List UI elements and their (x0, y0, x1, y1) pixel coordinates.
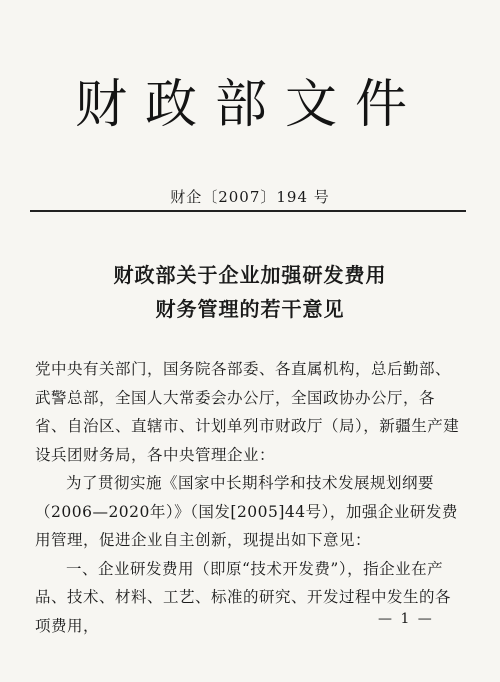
body-paragraph-1: 为了贯彻实施《国家中长期科学和技术发展规划纲要（2006—2020年）》（国发[2005]44号），加强企业研发费用管理，促进企业自主创新，现提出如下意见： (35, 474, 458, 549)
document-header-title: 财政部文件 (74, 75, 425, 135)
addressee-paragraph: 党中央有关部门，国务院各部委、各直属机构，总后勤部、武警总部，全国人大常委会办公厅，全国政协办公厅，各省、自治区、直辖市、计划单列市财政厅（局），新疆生产建设兵团财务局，各中央管理企业： (35, 360, 460, 464)
document-body (35, 355, 465, 640)
document-title-line2: 财务管理的若干意见 (155, 297, 345, 321)
document-number: 财企〔2007〕194 号 (170, 188, 330, 206)
header-divider (30, 210, 466, 212)
document-title (0, 258, 500, 326)
body-paragraph-2: 一、企业研发费用（即原“技术开发费”），指企业在产品、技术、材料、工艺、标准的研究、开发过程中发生的各项费用， (35, 559, 452, 635)
document-title-line1: 财政部关于企业加强研发费用 (113, 263, 387, 287)
page-number: — 1 — (378, 611, 434, 627)
